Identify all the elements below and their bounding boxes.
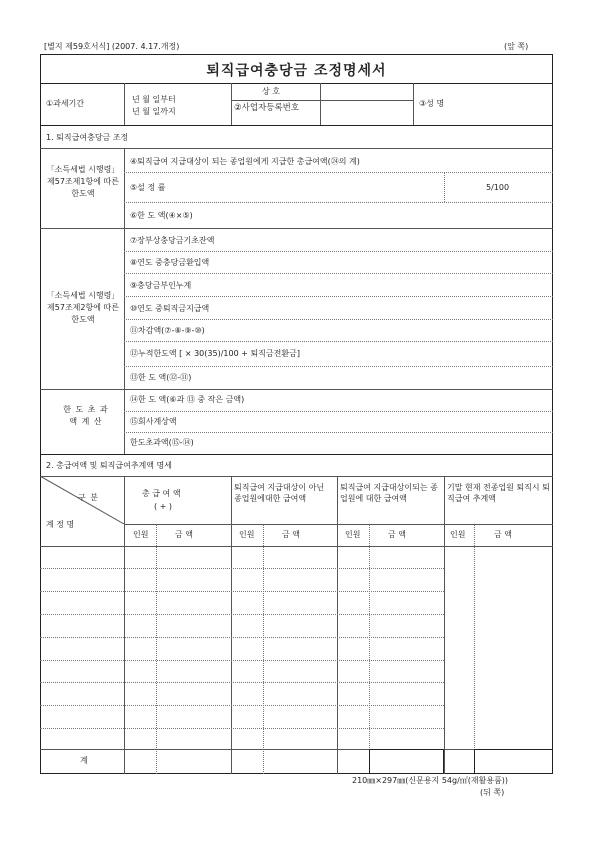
corner-account-label: 계 정 명 <box>46 520 75 529</box>
row10-label: ⑩연도 중퇴직금지급액 <box>130 304 210 313</box>
row14-label: ⑭한 도 액(⑥과 ⑬ 중 작은 금액) <box>130 395 245 404</box>
sub-amount-3: 금 액 <box>388 530 406 539</box>
row16-label: 한도초과액(⑮-⑭) <box>130 438 194 447</box>
sub-count-3: 인원 <box>345 530 361 539</box>
sub-amount-4: 금 액 <box>494 530 512 539</box>
col-eligible: 퇴직급여 지급대상이되는 종업원에 대한 급여액 <box>340 483 438 503</box>
row5-label: ⑤설 정 률 <box>130 183 166 192</box>
group3-label: 한 도 초 과 액 계 산 <box>63 405 109 426</box>
col-estimated-retirement: 기말 현재 전종업원 퇴직시 퇴직급여 추계액 <box>447 483 550 503</box>
row7-label: ⑦장부상충당금기초잔액 <box>130 236 215 245</box>
group1-label: 「소득세법 시행령」 제57조제1항에 따른 한도액 <box>46 165 120 198</box>
sub-count-4: 인원 <box>450 530 466 539</box>
row4-label: ④퇴직급여 지급대상이 되는 종업원에게 지급한 총급여액(㉔의 계) <box>130 157 360 166</box>
page-side-label: (앞 쪽) <box>504 42 529 51</box>
period-from: 년 월 일부터 <box>132 95 176 104</box>
name-label: ③성 명 <box>419 99 445 108</box>
sub-count-1: 인원 <box>133 530 149 539</box>
total-row-label: 계 <box>80 756 88 765</box>
sub-count-2: 인원 <box>239 530 255 539</box>
tax-period-label: ①과세기간 <box>46 99 85 108</box>
row9-label: ⑨충당금부인누계 <box>130 281 192 290</box>
total-amount-box-3 <box>369 749 444 774</box>
business-number-label: ②사업자등록번호 <box>234 103 300 113</box>
section2-heading: 2. 총급여액 및 퇴직급여추계액 명세 <box>46 461 172 470</box>
row13-label: ⑬한 도 액(⑫-⑪) <box>130 373 192 382</box>
row8-label: ⑧연도 중충당금환입액 <box>130 258 210 267</box>
row6-label: ⑥한 도 액(④×⑤) <box>130 211 193 220</box>
total-amount-box-4 <box>474 749 553 774</box>
group2-label: 「소득세법 시행령」 제57조제2항에 따른 한도액 <box>46 291 120 324</box>
corner-category-label: 구 분 <box>78 493 99 502</box>
row11-label: ⑪차감액(⑦-⑧-⑨-⑩) <box>130 326 205 335</box>
sub-amount-2: 금 액 <box>282 530 300 539</box>
row15-label: ⑮회사계상액 <box>130 417 177 426</box>
col-total-salary-sub: ( + ) <box>154 502 173 511</box>
paper-spec: 210㎜×297㎜(신문용지 54g/㎡(재활용품)) <box>352 776 509 785</box>
back-side-label: (뒤 쪽) <box>480 788 505 797</box>
form-number: [별지 제59호서식] (2007. 4.17.개정) <box>44 42 180 51</box>
col-total-salary: 총 급 여 액 <box>142 489 181 498</box>
col-non-eligible: 퇴직급여 지급대상이 아닌 종업원에대한 급여액 <box>234 483 325 503</box>
row5-rate: 5/100 <box>486 183 510 192</box>
company-name-label: 상 호 <box>262 87 280 96</box>
sub-amount-1: 금 액 <box>175 530 193 539</box>
row12-label: ⑫누적한도액 [ × 30(35)/100 + 퇴직금전환금] <box>130 349 300 358</box>
section1-heading: 1. 퇴직급여충당금 조정 <box>46 133 129 142</box>
form-title: 퇴직급여충당금 조정명세서 <box>206 63 387 79</box>
period-to: 년 월 일까지 <box>132 107 176 116</box>
